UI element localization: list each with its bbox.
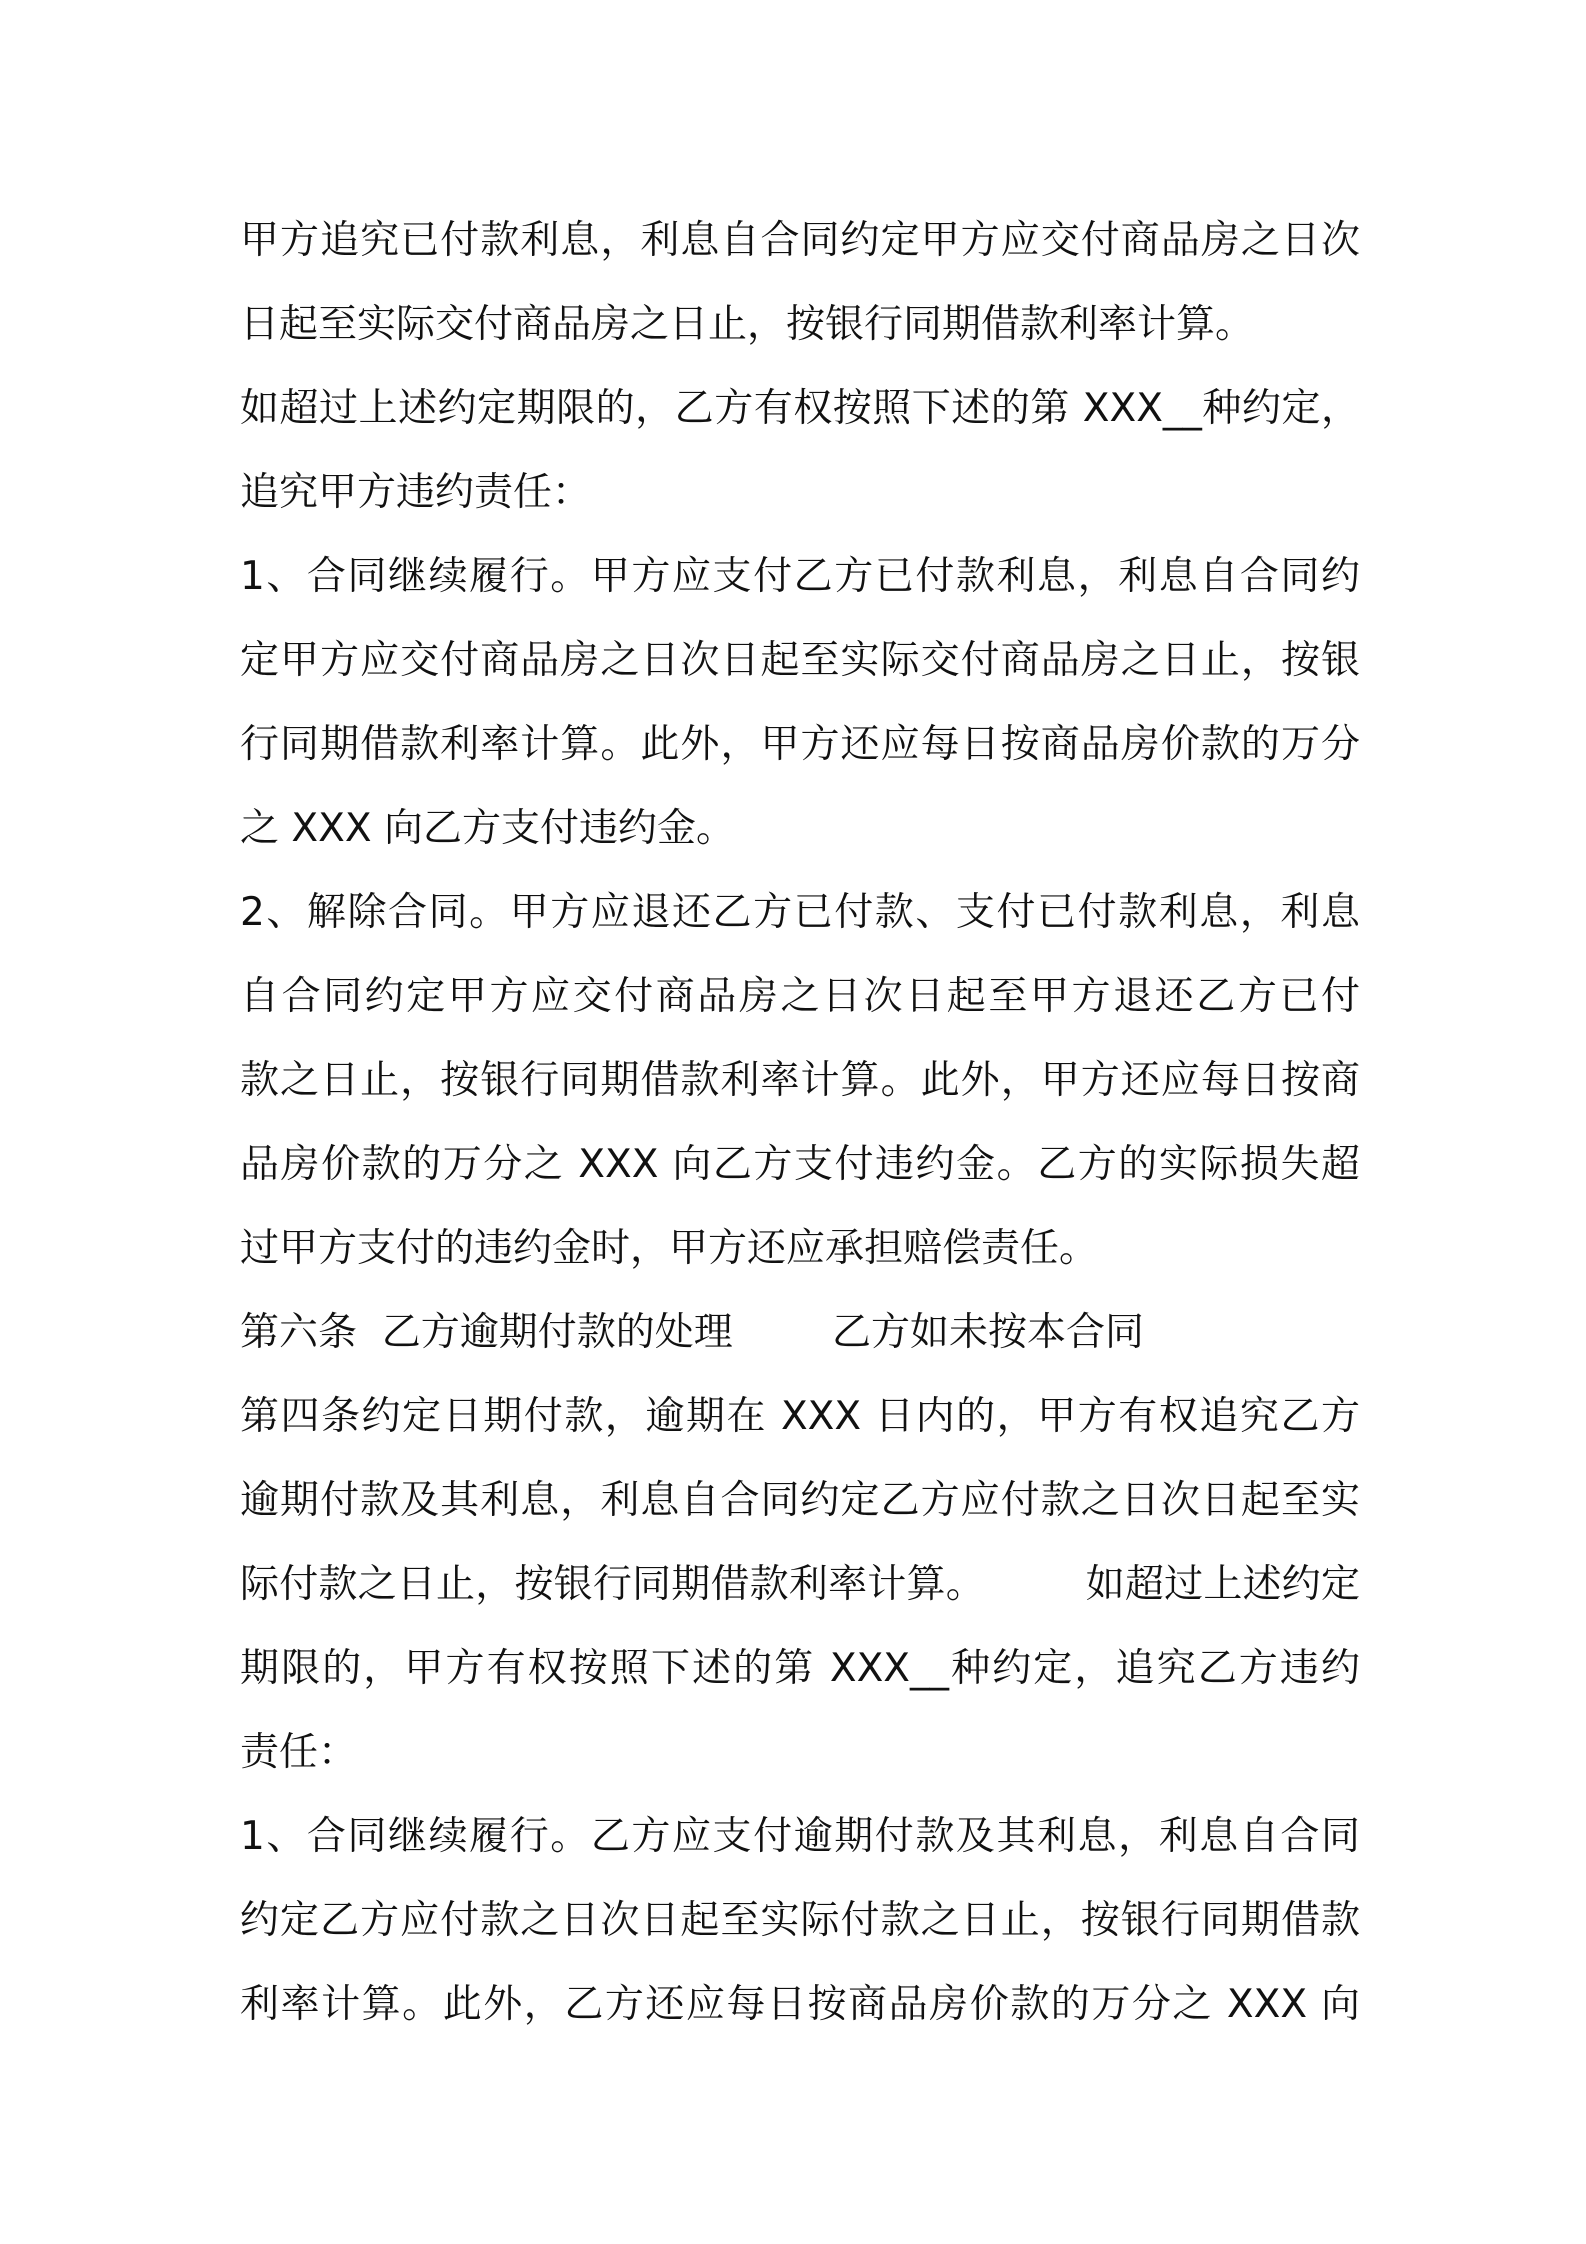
document-body xyxy=(240,199,1360,2047)
text-line: 追究甲方违约责任： xyxy=(240,470,592,515)
text-line: 责任： xyxy=(240,1730,358,1775)
text-line: 利率计算。此外，乙方还应每日按商品房价款的万分之 XXX 向 xyxy=(240,1982,1360,2027)
text-line: 款之日止，按银行同期借款利率计算。此外，甲方还应每日按商 xyxy=(240,1058,1360,1103)
text-line: 如超过上述约定期限的，乙方有权按照下述的第 XXX__种约定， xyxy=(240,386,1360,431)
text-line: 甲方追究已付款利息，利息自合同约定甲方应交付商品房之日次 xyxy=(240,218,1360,263)
text-line: 第四条约定日期付款，逾期在 XXX 日内的，甲方有权追究乙方 xyxy=(240,1394,1360,1439)
text-line: 品房价款的万分之 XXX 向乙方支付违约金。乙方的实际损失超 xyxy=(240,1142,1360,1187)
text-line: 行同期借款利率计算。此外，甲方还应每日按商品房价款的万分 xyxy=(240,722,1360,767)
section-heading: 第六条 乙方逾期付款的处理 乙方如未按本合同 xyxy=(240,1310,1144,1355)
text-line: 过甲方支付的违约金时，甲方还应承担赔偿责任。 xyxy=(240,1226,1099,1271)
text-line: 之 XXX 向乙方支付违约金。 xyxy=(240,806,735,851)
text-line: 1、合同继续履行。甲方应支付乙方已付款利息，利息自合同约 xyxy=(240,554,1360,599)
text-line: 定甲方应交付商品房之日次日起至实际交付商品房之日止，按银 xyxy=(240,638,1360,683)
text-line: 期限的，甲方有权按照下述的第 XXX__种约定，追究乙方违约 xyxy=(240,1646,1360,1691)
text-line: 1、合同继续履行。乙方应支付逾期付款及其利息，利息自合同 xyxy=(240,1814,1360,1859)
text-line: 逾期付款及其利息，利息自合同约定乙方应付款之日次日起至实 xyxy=(240,1478,1360,1523)
text-line: 际付款之日止，按银行同期借款利率计算。 如超过上述约定 xyxy=(240,1562,1360,1607)
text-line: 约定乙方应付款之日次日起至实际付款之日止，按银行同期借款 xyxy=(240,1898,1360,1943)
text-line: 日起至实际交付商品房之日止，按银行同期借款利率计算。 xyxy=(240,302,1255,347)
text-line: 2、解除合同。甲方应退还乙方已付款、支付已付款利息，利息 xyxy=(240,890,1360,935)
text-line: 自合同约定甲方应交付商品房之日次日起至甲方退还乙方已付 xyxy=(240,974,1360,1019)
